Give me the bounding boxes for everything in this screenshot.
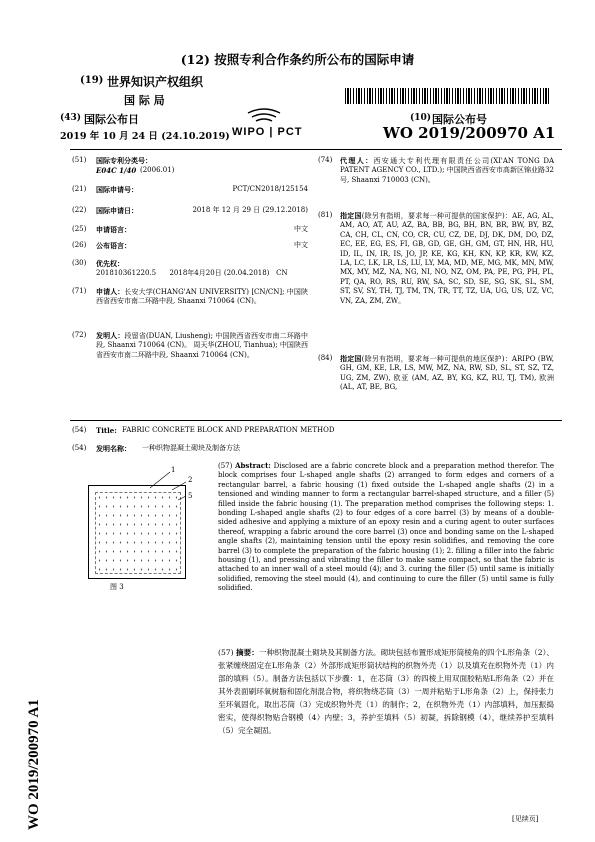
continued-page-note: [见续页] [512, 815, 539, 823]
f84-value: (除另有指明，要求每一种可提供的地区保护)：ARIPO (BW, GH, GM, KE, LR, LS, MW, MZ, NA, RW, SD, SL, ST, SZ, TZ, UG, ZM, ZW), 欧亚 (AM, AZ, BY, KG, KZ, RU, TJ, TM), 欧洲 (AL, AT, BE, BG, [340, 355, 554, 392]
f84-label: 指定国 [340, 354, 362, 363]
f21-label: 国际申请号： [96, 185, 138, 194]
abstract-cn [218, 646, 554, 737]
abstract-cn-number: (57) [218, 648, 234, 657]
side-publication-number: WO 2019/200970 A1 [26, 699, 42, 830]
f30-number: (30) [72, 259, 87, 267]
figure-label-1: 1 [171, 466, 176, 474]
f22-value: 2018 年 12 月 29 日 (29.12.2018) [192, 206, 308, 214]
f72-label: 发明人： [96, 331, 125, 340]
wipo-pct-label: WIPO | PCT [232, 126, 303, 138]
f72-value: 段留省(DUAN, Liusheng); 中国陕西省西安市南二环路中段, Shaanxi 710064 (CN)。 周天华(ZHOU, Tianhua); 中国陕西省西安市南二环路中段, Shaanxi 710064 (CN)。 [96, 332, 309, 359]
f25-value: 中文 [294, 225, 308, 233]
f25-label: 申请语言： [96, 225, 131, 234]
title-cn-value: 一种织物混凝土砌块及制备方法 [142, 444, 240, 452]
f74-block [340, 156, 554, 185]
title-en-label: Title: [96, 426, 117, 435]
pubno-label: 国际公布号 [432, 113, 487, 126]
pubdate-label: 国际公布日 [84, 113, 139, 126]
f25-number: (25) [72, 225, 87, 233]
f26-label: 公布语言： [96, 241, 131, 250]
f81-label: 指定国 [340, 211, 362, 220]
org-number: (19) [80, 75, 104, 86]
abstract-en-number: (57) [218, 462, 233, 470]
title-en-value: FABRIC CONCRETE BLOCK AND PREPARATION METHOD [122, 426, 335, 434]
f72-block [96, 331, 308, 360]
figure-label-5: 5 [188, 492, 193, 500]
f74-number: (74) [318, 156, 333, 164]
f26-value: 中文 [294, 241, 308, 249]
title-en-number: (54) [72, 426, 87, 434]
f74-label: 代理人： [340, 156, 374, 165]
bureau-name: 国 际 局 [124, 94, 165, 107]
header-divider [70, 149, 562, 150]
biblio-divider [70, 420, 562, 421]
f81-block [340, 211, 554, 306]
f21-number: (21) [72, 185, 87, 193]
abstract-en [218, 461, 554, 594]
abstract-en-label: Abstract: [235, 461, 271, 470]
f51-value: E04C 1/40 [96, 166, 137, 175]
f30-value: 201810361220.5 2018年4月20日 (20.04.2018) CN [96, 269, 288, 277]
f26-number: (26) [72, 241, 87, 249]
f21-value: PCT/CN2018/125154 [232, 185, 308, 193]
f72-number: (72) [72, 331, 87, 339]
f84-block [340, 354, 554, 393]
f30-label: 优先权： [96, 259, 124, 268]
f71-number: (71) [72, 287, 87, 295]
pubdate-value: 2019 年 10 月 24 日 (24.10.2019) [60, 131, 230, 142]
f22-label: 国际申请日： [96, 206, 138, 215]
figure-label-2: 2 [188, 476, 193, 484]
f51-number: (51) [72, 156, 87, 164]
pubdate-number: (43) [60, 113, 82, 123]
title-cn-number: (54) [72, 444, 87, 452]
f71-block [96, 287, 308, 307]
f74-value: 西安通大专利代理有限责任公司(XI'AN TONG DA PATENT AGENCY CO., LTD.); 中国陕西省西安市高新区锦业路32号, Shaanxi 710003 (CN)。 [340, 157, 555, 184]
f81-value: (除另有指明，要求每一种可提供的国家保护)：AE, AG, AL, AM, AO, AT, AU, AZ, BA, BB, BG, BH, BN, BR, BW, BY, BZ, CA, CH, CL, CN, CO, CR, CU, CZ, DE, DJ, DK, DM, DO, DZ, EC, EE, EG, ES, FI, GB, GD, GE, GH, GM, GT, HN, HR, HU, ID, IL, IN, IR, IS, JO, JP, KE, KG, KH, KN, KP, KR, KW, KZ, LA, LC, LK, LR, LS, LU, LY, MA, MD, ME, MG, MK, MN, MW, MX, MY, MZ, NA, NG, NI, NO, NZ, OM, PA, PE, PG, PH, PL, PT, QA, RO, RS, RU, RW, SA, SC, SD, SE, SG, SK, SL, SM, ST, SV, SY, TH, TJ, TM, TN, TR, TT, TZ, UA, UG, US, UZ, VC, VN, ZA, ZM, ZW。 [340, 212, 554, 305]
f51-date: (2006.01) [140, 166, 175, 174]
f51-label: 国际专利分类号： [96, 156, 152, 165]
f22-number: (22) [72, 206, 87, 214]
document-title: (12) 按照专利合作条约所公布的国际申请 [180, 52, 415, 67]
org-name: 世界知识产权组织 [107, 75, 204, 89]
title-cn-label: 发明名称： [96, 444, 131, 453]
f71-value: 长安大学(CHANG'AN UNIVERSITY) [CN/CN]; 中国陕西省西安市南二环路中段, Shaanxi 710064 (CN)。 [96, 288, 308, 306]
barcode [345, 88, 551, 104]
f84-number: (84) [318, 354, 333, 362]
abstract-cn-label: 摘要： [236, 648, 259, 657]
publication-number: WO 2019/200970 A1 [383, 124, 556, 142]
f81-number: (81) [318, 211, 333, 219]
abstract-en-text: Disclosed are a fabric concrete block and a preparation method therefor. The block comprises four L-shaped angle shafts (2) arranged to form edges and corners of a rectangular barrel, a fabric housing (1) fixed outside the L-shaped angle shafts (2) in a tensioned and winding manner to form a rectangular barrel-shaped structure, and a filler (5) filled inside the fabric housing (1). The preparation method comprises the following steps: 1. bonding L-shaped angle shafts (2) to four edges of a core barrel (3) by means of a double-sided adhesive and applying a mixture of an epoxy resin and a curing agent to outer surfaces thereof, wrapping a fabric around the core barrel (3) once and bonding same on the L-shaped angle shafts (2), maintaining tension until the epoxy resin solidifies, and removing the core barrel (3) to complete the preparation of the fabric housing (1); 2. filling a filler into the fabric housing (1), and pressing and vibrating the filler to make same compact, so that the fabric is attached to an inner wall of a steel mould (4); and 3. curing the filler (5) until same is initially solidified, removing the steel mould (4), and continuing to cure the filler (5) until same is fully solidified. [218, 462, 554, 593]
figure-leader-lines [150, 466, 210, 506]
f71-label: 申请人： [96, 287, 125, 296]
pubno-number: (10) [410, 113, 432, 123]
abstract-cn-text: 一种织物混凝土砌块及其制备方法。砌块包括布置形成矩形筒棱角的四个L形角条（2）、张紧缠绕固定在L形角条（2）外部形成矩形筒状结构的织物外壳（1）以及填充在织物外壳（1）内部的填料（5）。制备方法包括以下步骤：1，在芯筒（3）的四棱上用双面胶粘贴L形角条（2）并在其外表面刷环氧树脂和固化剂混合物，将织物绕芯筒（3）一周并粘贴于L形角条（2）上，保持张力至环氧固化，取出芯筒（3）完成织物外壳（1）的制作；2，在织物外壳（1）内部填料，加压振捣密实，使得织物贴合钢模（4）内壁；3，养护至填料（5）初凝，拆除钢模（4），继续养护至填料（5）完全凝固。 [218, 648, 555, 735]
figure-caption: 图 3 [110, 583, 124, 591]
